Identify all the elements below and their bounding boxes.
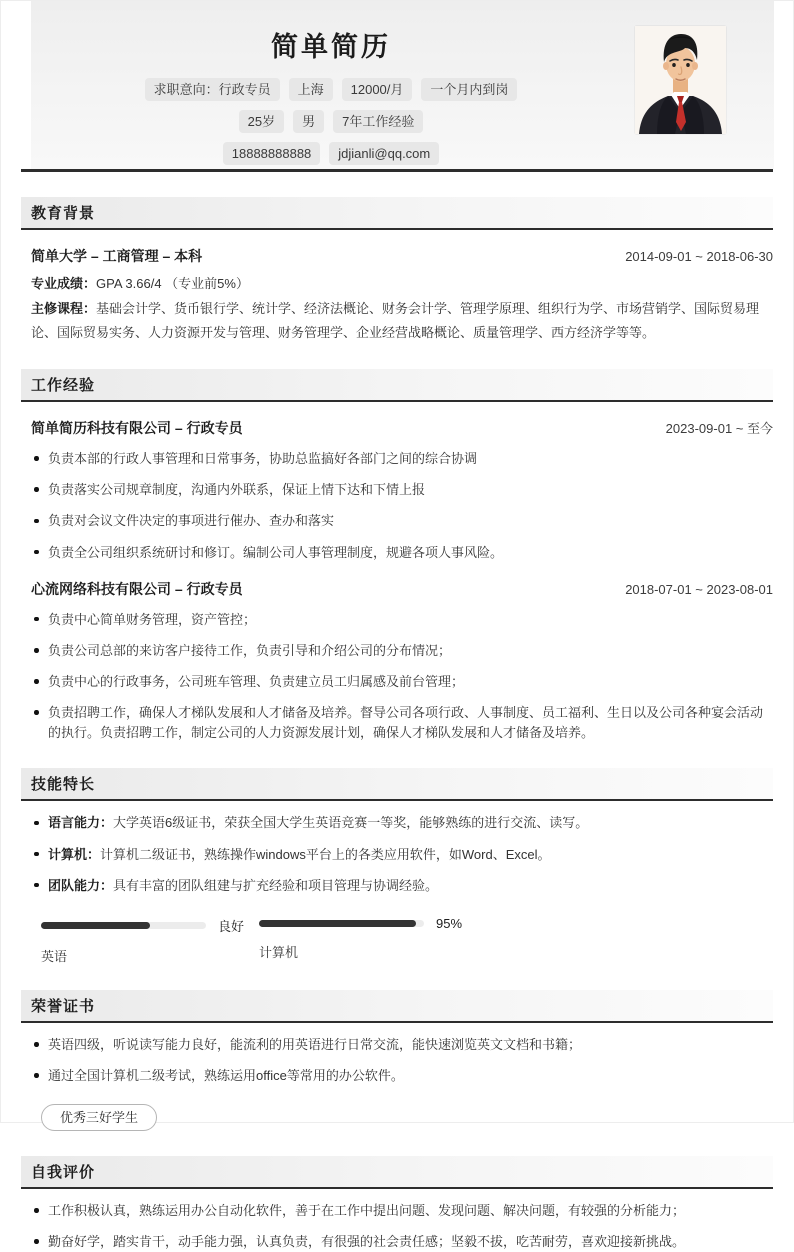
skill-label: 计算机： (48, 846, 101, 862)
self-eval-bullet-list (31, 1201, 773, 1252)
honor-tag: 优秀三好学生 (41, 1104, 157, 1131)
skill-text: 具有丰富的团队组建与扩充经验和项目管理与协调经验。 (113, 877, 439, 893)
education-date-range: 2014-09-01 ~ 2018-06-30 (625, 249, 773, 264)
honor-tag-row (31, 1104, 773, 1131)
header-divider (21, 169, 773, 172)
company-role: 简单简历科技有限公司 – 行政专员 (31, 420, 243, 437)
progress-level-label: 良好 (218, 918, 245, 934)
courses-value: 基础会计学、货币银行学、统计学、经济法概论、财务会计学、管理学原理、组织行为学、市场营销学、国际贸易理论、国际贸易实务、人力资源开发与管理、财务管理学、企业经营战略概论、质量管理学、西方经济学等等。 (31, 301, 760, 340)
profile-photo (635, 26, 726, 134)
section-title-skills: 技能特长 (21, 768, 773, 801)
progress-fill (41, 922, 150, 929)
pill-job-intention: 求职意向：行政专员 (145, 78, 280, 101)
pill-availability: 一个月内到岗 (421, 78, 517, 101)
skill-bar-english (41, 916, 259, 965)
job-entry-head (31, 418, 773, 438)
school-degree: 简单大学 – 工商管理 – 本科 (31, 248, 203, 264)
progress-track (41, 922, 206, 929)
bullet-item: 负责落实公司规章制度，沟通内外联系，保证上情下达和下情上报 (31, 480, 773, 500)
gpa-label: 专业成绩： (31, 276, 97, 291)
gpa-line (31, 272, 773, 295)
job-date-range: 2023-09-01 ~ 至今 (665, 421, 773, 437)
skill-item (31, 813, 773, 833)
info-pill-row-3 (31, 142, 631, 165)
pill-age: 25岁 (239, 110, 284, 133)
job-entry (31, 579, 773, 744)
bullet-item: 英语四级，听说读写能力良好，能流利的用英语进行日常交流，能快速浏览英文文档和书籍； (31, 1035, 773, 1055)
section-self-evaluation (21, 1156, 773, 1252)
pill-experience-years: 7年工作经验 (333, 110, 423, 133)
skill-text: 大学英语6级证书，荣获全国大学生英语竞赛一等奖，能够熟练的进行交流、读写。 (113, 815, 589, 831)
skill-bar-computer (259, 916, 477, 965)
info-pill-row-2 (31, 110, 631, 133)
bullet-item: 负责本部的行政人事管理和日常事务，协助总监搞好各部门之间的综合协调 (31, 449, 773, 469)
section-title-work: 工作经验 (21, 369, 773, 402)
skill-bars (31, 916, 773, 965)
courses-line (31, 297, 773, 344)
section-title-education: 教育背景 (21, 197, 773, 230)
job-bullet-list (31, 449, 773, 563)
skill-bullet-list (31, 813, 773, 895)
bullet-item: 负责全公司组织系统研讨和修订。编制公司人事管理制度，规避各项人事风险。 (31, 543, 773, 563)
skill-label: 团队能力： (48, 877, 114, 893)
bullet-item: 负责中心的行政事务，公司班车管理、负责建立员工归属感及前台管理； (31, 672, 773, 692)
bullet-item: 负责中心简单财务管理，资产管控； (31, 610, 773, 630)
info-pill-row-1 (31, 78, 631, 101)
section-title-honors: 荣誉证书 (21, 990, 773, 1023)
male-portrait-avatar-icon (635, 26, 726, 134)
pill-salary: 12000/月 (342, 78, 413, 101)
company-role: 心流网络科技有限公司 – 行政专员 (31, 580, 243, 597)
honor-bullet-list (31, 1035, 773, 1086)
section-skills (21, 768, 773, 964)
progress-skill-name: 计算机 (259, 944, 299, 960)
section-work (21, 369, 773, 743)
bullet-item: 工作积极认真，熟练运用办公自动化软件，善于在工作中提出问题、发现问题、解决问题，有较强的分析能力； (31, 1201, 773, 1221)
job-entry (31, 418, 773, 563)
skill-label: 语言能力： (48, 815, 114, 831)
education-entry-head (31, 246, 773, 266)
gpa-value: GPA 3.66/4 （专业前5%） (96, 276, 249, 291)
bullet-item: 负责对会议文件决定的事项进行催办、查办和落实 (31, 511, 773, 531)
bullet-item: 勤奋好学，踏实肯干，动手能力强，认真负责，有很强的社会责任感；坚毅不拔，吃苦耐劳，喜欢迎接新挑战。 (31, 1232, 773, 1252)
resume-header (31, 1, 774, 169)
pill-city: 上海 (289, 78, 333, 101)
section-education (21, 197, 773, 344)
job-date-range: 2018-07-01 ~ 2023-08-01 (625, 581, 773, 597)
bullet-item: 负责招聘工作，确保人才梯队发展和人才储备及培养。督导公司各项行政、人事制度、员工福利、生日以及公司各种宴会活动的执行。负责招聘工作，制定公司的人力资源发展计划，确保人才梯队发展和人才储备及培养。 (31, 703, 773, 743)
pill-gender: 男 (293, 110, 324, 133)
skill-item (31, 845, 773, 865)
bullet-item: 通过全国计算机二级考试，熟练运用office等常用的办公软件。 (31, 1066, 773, 1086)
section-title-self-evaluation: 自我评价 (21, 1156, 773, 1189)
courses-label: 主修课程： (31, 301, 97, 317)
bullet-item: 负责公司总部的来访客户接待工作，负责引导和介绍公司的分布情况； (31, 641, 773, 661)
pill-phone: 18888888888 (223, 142, 321, 165)
section-honors (21, 990, 773, 1131)
resume-title: 简单简历 (271, 32, 391, 62)
progress-track (259, 920, 424, 927)
progress-skill-name: 英语 (41, 948, 68, 964)
job-entry-head (31, 579, 773, 599)
header-info-block (31, 25, 631, 165)
job-bullet-list (31, 610, 773, 744)
skill-text: 计算机二级证书，熟练操作windows平台上的各类应用软件，如Word、Excel。 (100, 846, 551, 862)
pill-email: jdjianli@qq.com (329, 142, 439, 165)
progress-level-label: 95% (436, 915, 463, 931)
progress-fill (259, 920, 416, 927)
skill-item (31, 876, 773, 896)
